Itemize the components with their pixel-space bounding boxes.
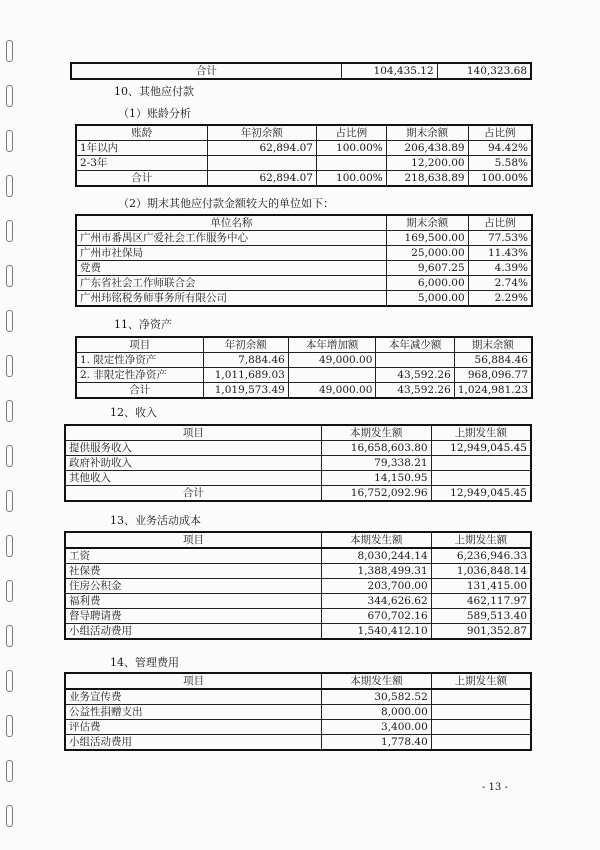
binder-hole xyxy=(6,805,13,827)
table-row xyxy=(65,594,531,609)
cell: 14,150.95 xyxy=(321,471,431,486)
table-header-row xyxy=(76,125,532,141)
table-row xyxy=(65,548,531,564)
cell xyxy=(431,720,531,735)
cell: 2. 非限定性净资产 xyxy=(76,368,203,383)
cell: 2-3年 xyxy=(76,156,207,171)
column-header: 项目 xyxy=(76,337,203,353)
column-header: 项目 xyxy=(65,673,322,689)
cell: 4.39% xyxy=(468,261,532,276)
cell: 104,435.12 xyxy=(341,63,437,79)
business-cost-table xyxy=(64,531,532,640)
section-title: 11、净资产 xyxy=(114,318,172,331)
column-header: 单位名称 xyxy=(76,215,386,231)
cell: 43,592.26 xyxy=(376,368,454,383)
cell xyxy=(207,156,316,171)
table-row xyxy=(65,579,531,594)
cell: 100.00% xyxy=(468,171,532,187)
cell: 218,638.89 xyxy=(386,171,468,187)
column-header: 期末余额 xyxy=(386,215,468,231)
cell: 小组活动费用 xyxy=(65,735,322,751)
column-header: 期末余额 xyxy=(386,125,468,141)
table-header-row xyxy=(65,425,531,441)
table-row xyxy=(76,291,532,307)
column-header: 年初余额 xyxy=(207,125,316,141)
table-row xyxy=(65,609,531,624)
cell: 1,036,848.14 xyxy=(431,564,531,579)
subsection-title: （1）账龄分析 xyxy=(118,107,191,120)
section-title: 12、收入 xyxy=(110,406,157,419)
table-header-row xyxy=(76,215,532,231)
cell: 12,949,045.45 xyxy=(431,441,531,456)
cell: 1. 限定性净资产 xyxy=(76,353,203,368)
cell: 广州玮铭税务师事务所有限公司 xyxy=(76,291,386,307)
cell: 16,658,603.80 xyxy=(321,441,431,456)
cell: 344,626.62 xyxy=(321,594,431,609)
cell: 6,000.00 xyxy=(386,276,468,291)
column-header: 本期发生额 xyxy=(322,673,432,689)
column-header: 项目 xyxy=(65,425,321,441)
cell: 77.53% xyxy=(468,231,532,246)
binder-hole xyxy=(6,400,13,422)
binder-hole xyxy=(6,580,13,602)
table-row xyxy=(65,486,531,502)
column-header: 本年减少额 xyxy=(376,337,454,353)
cell: 2.29% xyxy=(468,291,532,307)
cell: 公益性捐赠支出 xyxy=(65,705,322,720)
cell: 140,323.68 xyxy=(437,63,531,79)
cell: 政府补助收入 xyxy=(65,456,321,471)
table-row xyxy=(65,624,531,640)
income-table xyxy=(64,424,532,502)
cell: 广州市社保局 xyxy=(76,246,386,261)
cell: 广州市番禺区广爱社会工作服务中心 xyxy=(76,231,386,246)
column-header: 本期发生额 xyxy=(321,532,431,548)
cell: 业务宣传费 xyxy=(65,689,322,705)
table-row xyxy=(76,276,532,291)
table-row xyxy=(76,171,532,187)
cell: 11.43% xyxy=(468,246,532,261)
subsection-title: （2）期末其他应付款金额较大的单位如下： xyxy=(118,197,334,210)
table-row xyxy=(76,141,532,156)
cell: 1,540,412.10 xyxy=(321,624,431,640)
cell: 合计 xyxy=(76,171,207,187)
cell xyxy=(431,689,531,705)
cell: 5,000.00 xyxy=(386,291,468,307)
binder-hole xyxy=(6,625,13,647)
cell: 9,607.25 xyxy=(386,261,468,276)
cell: 901,352.87 xyxy=(431,624,531,640)
cell xyxy=(288,368,376,383)
section-title: 14、管理费用 xyxy=(110,656,179,669)
binder-hole xyxy=(6,130,13,152)
table-row xyxy=(65,456,531,471)
binder-hole xyxy=(6,355,13,377)
cell: 79,338.21 xyxy=(321,456,431,471)
cell: 合计 xyxy=(76,383,203,399)
cell: 100.00% xyxy=(316,141,386,156)
table-header-row xyxy=(65,532,531,548)
cell: 462,117.97 xyxy=(431,594,531,609)
table-row xyxy=(76,383,532,399)
aging-table xyxy=(75,124,533,187)
binder-hole xyxy=(6,760,13,782)
cell: 203,700.00 xyxy=(321,579,431,594)
cell xyxy=(316,156,386,171)
binder-hole xyxy=(6,535,13,557)
cell: 43,592.26 xyxy=(376,383,454,399)
column-header: 账龄 xyxy=(76,125,207,141)
cell: 12,949,045.45 xyxy=(431,486,531,502)
cell: 8,030,244.14 xyxy=(321,548,431,564)
cell: 督导聘请费 xyxy=(65,609,321,624)
binder-hole xyxy=(6,265,13,287)
column-header: 占比例 xyxy=(468,215,532,231)
cell: 6,236,946.33 xyxy=(431,548,531,564)
cell xyxy=(431,705,531,720)
table-row xyxy=(76,156,532,171)
cell: 12,200.00 xyxy=(386,156,468,171)
units-table xyxy=(75,214,533,307)
table-row xyxy=(65,735,531,751)
cell: 提供服务收入 xyxy=(65,441,321,456)
table-row xyxy=(65,564,531,579)
column-header: 年初余额 xyxy=(203,337,288,353)
binder-hole xyxy=(6,220,13,242)
cell: 其他收入 xyxy=(65,471,321,486)
table-row xyxy=(65,720,531,735)
cell: 1,011,689.03 xyxy=(203,368,288,383)
binder-hole xyxy=(6,85,13,107)
cell: 1,388,499.31 xyxy=(321,564,431,579)
cell: 合计 xyxy=(65,486,321,502)
table-row xyxy=(76,353,532,368)
table-row xyxy=(76,231,532,246)
cell xyxy=(431,471,531,486)
table-row xyxy=(65,705,531,720)
cell: 福利费 xyxy=(65,594,321,609)
binder-hole xyxy=(6,310,13,332)
section-title: 13、业务活动成本 xyxy=(110,514,201,527)
cell: 8,000.00 xyxy=(322,705,432,720)
cell: 206,438.89 xyxy=(386,141,468,156)
cell: 住房公积金 xyxy=(65,579,321,594)
column-header: 期末余额 xyxy=(454,337,532,353)
cell: 1,024,981.23 xyxy=(454,383,532,399)
cell: 100.00% xyxy=(316,171,386,187)
page-number: - 13 - xyxy=(482,782,508,793)
table-header-row xyxy=(76,337,532,353)
cell: 评估费 xyxy=(65,720,322,735)
continued-total-table xyxy=(70,62,532,80)
table-row xyxy=(76,368,532,383)
cell: 670,702.16 xyxy=(321,609,431,624)
table-row xyxy=(76,246,532,261)
cell: 49,000.00 xyxy=(288,353,376,368)
cell: 131,415.00 xyxy=(431,579,531,594)
cell: 1年以内 xyxy=(76,141,207,156)
cell: 7,884.46 xyxy=(203,353,288,368)
cell: 小组活动费用 xyxy=(65,624,321,640)
binder-hole xyxy=(6,490,13,512)
table-row xyxy=(65,471,531,486)
cell: 工资 xyxy=(65,548,321,564)
binder-hole xyxy=(6,40,13,62)
cell: 党费 xyxy=(76,261,386,276)
column-header: 占比例 xyxy=(468,125,532,141)
column-header: 上期发生额 xyxy=(431,532,531,548)
cell: 49,000.00 xyxy=(288,383,376,399)
column-header: 上期发生额 xyxy=(431,425,531,441)
cell: 1,019,573.49 xyxy=(203,383,288,399)
binder-hole xyxy=(6,715,13,737)
cell: 169,500.00 xyxy=(386,231,468,246)
cell: 5.58% xyxy=(468,156,532,171)
cell xyxy=(376,353,454,368)
cell: 25,000.00 xyxy=(386,246,468,261)
binder-hole xyxy=(6,175,13,197)
column-header: 项目 xyxy=(65,532,321,548)
table-row xyxy=(76,261,532,276)
binder-hole xyxy=(6,670,13,692)
column-header: 本年增加额 xyxy=(288,337,376,353)
binder-hole xyxy=(6,445,13,467)
cell xyxy=(431,735,531,751)
column-header: 占比例 xyxy=(316,125,386,141)
cell: 2.74% xyxy=(468,276,532,291)
cell: 62,894.07 xyxy=(207,141,316,156)
table-row xyxy=(71,63,531,79)
table-row xyxy=(65,441,531,456)
cell: 30,582.52 xyxy=(322,689,432,705)
cell: 1,778.40 xyxy=(322,735,432,751)
table-header-row xyxy=(65,673,531,689)
cell xyxy=(431,456,531,471)
cell: 94.42% xyxy=(468,141,532,156)
cell: 56,884.46 xyxy=(454,353,532,368)
column-header: 上期发生额 xyxy=(431,673,531,689)
section-title: 10、其他应付款 xyxy=(114,85,194,98)
column-header: 本期发生额 xyxy=(321,425,431,441)
table-row xyxy=(65,689,531,705)
cell: 广东省社会工作师联合会 xyxy=(76,276,386,291)
cell: 62,894.07 xyxy=(207,171,316,187)
cell: 589,513.40 xyxy=(431,609,531,624)
cell: 3,400.00 xyxy=(322,720,432,735)
cell: 16,752,092.96 xyxy=(321,486,431,502)
net-assets-table xyxy=(75,336,533,399)
cell: 社保费 xyxy=(65,564,321,579)
cell: 968,096.77 xyxy=(454,368,532,383)
admin-expense-table xyxy=(64,672,532,751)
total-label: 合计 xyxy=(71,63,341,79)
